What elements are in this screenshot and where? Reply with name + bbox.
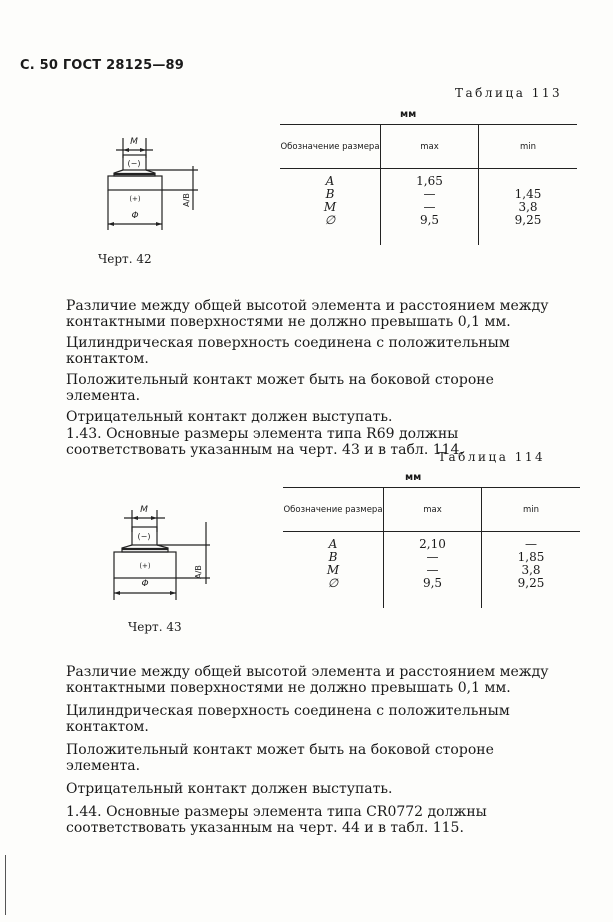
table-114-col-designation [283,532,384,609]
table-cell: A [325,174,335,188]
table-113-caption: Таблица 113 [455,86,563,100]
figure-42-label-diameter: Φ [131,211,139,221]
table-cell: B [328,550,338,564]
paragraph: 1.43. Основные размеры элемента типа R69 должны соответствовать указанным на черт. 43 и в табл. 114. [66,426,464,458]
figure-43-label-ab: A/B [194,565,203,579]
scan-edge-mark [5,855,6,915]
table-cell: 1,85 [517,550,545,564]
figure-42-drawing [98,130,208,235]
table-113-col-max [381,169,479,246]
table-cell: M [326,563,340,577]
paragraph: Различие между общей высотой элемента и расстоянием между контактными поверхностями не должно превышать 0,1 мм. [66,664,549,696]
table-114 [283,487,580,608]
table-114-header-max: max [384,488,482,532]
table-cell: 1,65 [416,174,443,188]
section-1-text [66,298,566,458]
figure-42-label-ab: A/B [182,193,191,207]
table-113-header-max: max [381,125,479,169]
table-cell: ∅ [327,576,339,590]
table-cell: 9,5 [422,576,443,590]
table-114-caption: Таблица 114 [438,450,546,464]
paragraph: Различие между общей высотой элемента и расстоянием между контактными поверхностями не должно превышать 0,1 мм. [66,298,549,330]
paragraph: Отрицательный контакт должен выступать. [66,409,393,425]
page-header: С. 50 ГОСТ 28125—89 [20,58,185,73]
figure-43-label-m: M [140,505,148,515]
figure-43-label-diameter: Φ [141,579,149,589]
figure-43-caption: Черт. 43 [128,620,182,634]
table-113-col-designation [280,169,381,246]
paragraph: Отрицательный контакт должен выступать. [66,781,393,797]
section-2-text [66,664,566,836]
paragraph: Цилиндрическая поверхность соединена с положительным контактом. [66,703,510,735]
table-114-col-max [384,532,482,609]
table-cell: ∅ [324,213,336,227]
table-114-header-designation: Обозначение размера [283,488,384,532]
figure-43-label-negative: (−) [137,532,151,541]
paragraph: Цилиндрическая поверхность соединена с положительным контактом. [66,335,510,367]
table-cell: 9,5 [419,213,440,227]
table-cell: M [323,200,337,214]
table-cell: — [426,563,439,577]
table-114-col-min [482,532,581,609]
table-cell: — [423,200,436,214]
figure-42-label-m: M [130,137,138,147]
table-114-header-min: min [482,488,581,532]
table-cell: 2,10 [419,537,446,551]
table-cell: A [328,537,338,551]
paragraph: 1.44. Основные размеры элемента типа CR0772 должны соответствовать указанным на черт. 44 и в табл. 115. [66,804,487,836]
table-113-header-designation: Обозначение размера [280,125,381,169]
table-113-unit: мм [400,109,417,120]
table-113-col-min [479,169,578,246]
figure-42-caption: Черт. 42 [98,252,152,266]
table-113-header-min: min [479,125,578,169]
table-cell: B [325,187,335,201]
table-cell: 1,45 [514,187,542,201]
figure-42-label-negative: (−) [127,159,141,168]
table-cell: 9,25 [514,213,542,227]
figure-42-label-positive: (+) [129,195,141,203]
table-cell: 9,25 [517,576,545,590]
figure-43-drawing [102,500,212,605]
figure-43-label-positive: (+) [139,562,151,570]
paragraph: Положительный контакт может быть на боковой стороне элемента. [66,372,494,404]
table-cell: — [426,550,439,564]
table-cell: — [423,187,436,201]
table-cell: 3,8 [521,563,541,577]
table-114-unit: мм [405,472,422,483]
table-cell: 3,8 [518,200,538,214]
table-113 [280,124,577,245]
table-cell: — [525,537,537,551]
paragraph: Положительный контакт может быть на боковой стороне элемента. [66,742,494,774]
